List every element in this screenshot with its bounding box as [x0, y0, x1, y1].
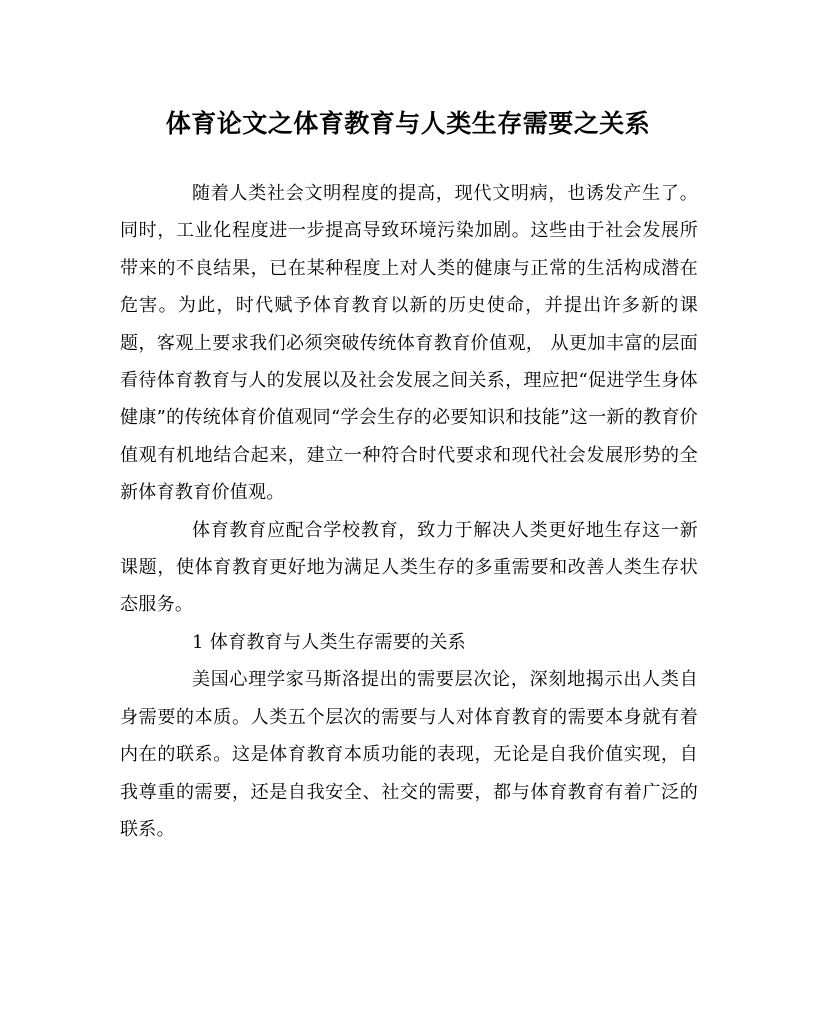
- section-heading-1: 1 体育教育与人类生存需要的关系: [192, 631, 466, 653]
- paragraph-school-education: 体育教育应配合学校教育，致力于解决人类更好地生存这一新课题，使体育教育更好地为满足人类生存的多重需要和改善人类生存状态服务。: [120, 519, 698, 616]
- document-title: 体育论文之体育教育与人类生存需要之关系: [165, 109, 651, 138]
- paragraph-maslow: 美国心理学家马斯洛提出的需要层次论，深刻地揭示出人类自身需要的本质。人类五个层次的需要与人对体育教育的需要本身就有着内在的联系。这是体育教育本质功能的表现，无论是自我价值实现，自我尊重的需要，还是自我安全、社交的需要，都与体育教育有着广泛的联系。: [120, 669, 698, 840]
- document-body: [120, 175, 698, 848]
- paragraph-intro: 随着人类社会文明程度的提高，现代文明病，也诱发产生了。同时，工业化程度进一步提高导致环境污染加剧。这些由于社会发展所带来的不良结果，已在某种程度上对人类的健康与正常的生活构成潜在危害。为此，时代赋予体育教育以新的历史使命，并提出许多新的课题，客观上要求我们必须突破传统体育教育价值观， 从更加丰富的层面看待体育教育与人的发展以及社会发展之间关系，理应把“促进学生身体健康”的传统体育价值观同“学会生存的必要知识和技能”这一新的教育价值观有机地结合起来，建立一种符合时代要求和现代社会发展形势的全新体育教育价值观。: [120, 183, 698, 504]
